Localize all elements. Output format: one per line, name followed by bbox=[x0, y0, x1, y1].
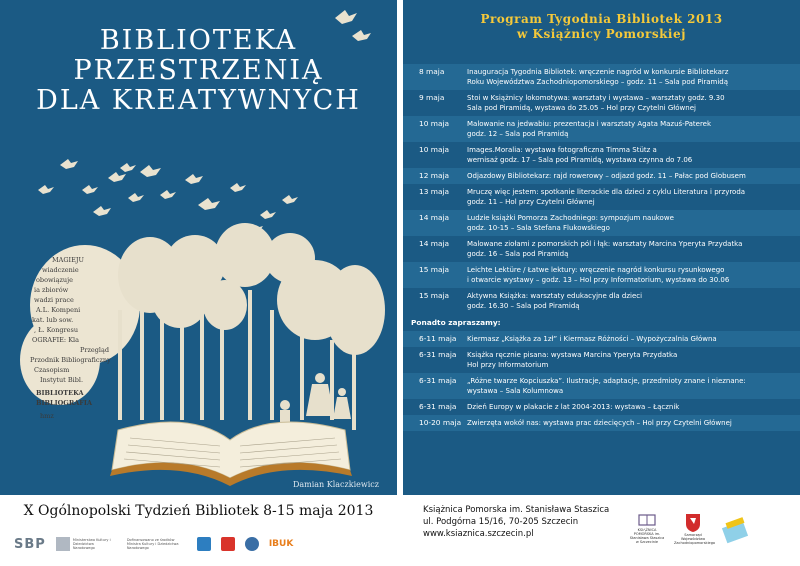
event-date: 12 maja bbox=[419, 171, 450, 180]
ministry-logo-text: Ministerstwo Kultury i Dziedzictwa Narodowego bbox=[72, 538, 111, 550]
event-description-line: Malowane ziołami z pomorskich pól i łąk: warsztaty Marcina Yperyta Przydatka bbox=[467, 240, 743, 248]
bird-icon bbox=[82, 185, 98, 194]
event-description-line: wystawa – Sala Kolumnowa bbox=[467, 387, 564, 395]
poster-title-line: PRZESTRZENIĄ bbox=[73, 55, 324, 86]
event-description-line: godz. 11 – Hol przy Czytelni Głównej bbox=[467, 198, 595, 206]
book-text-line: kat. lub sow. bbox=[32, 316, 74, 324]
event-row bbox=[403, 331, 800, 347]
event-row bbox=[403, 236, 800, 262]
event-date: 6-31 maja bbox=[419, 376, 457, 385]
event-date: 9 maja bbox=[419, 93, 445, 102]
event-row bbox=[403, 288, 800, 314]
event-description-line: Aktywna Książka: warsztaty edukacyjne dla dzieci bbox=[467, 292, 643, 300]
event-row bbox=[403, 347, 800, 373]
event-description-line: Dzień Europy w plakacie z lat 2004-2013: wystawa – Łącznik bbox=[467, 403, 680, 411]
program-title-line-2: w Książnicy Pomorskiej bbox=[517, 27, 686, 41]
event-description bbox=[467, 334, 794, 344]
event-description-line: Książka ręcznie pisana: wystawa Marcina Yperyta Przydatka bbox=[467, 351, 678, 359]
book-text-line: hmz bbox=[40, 412, 54, 420]
event-description bbox=[467, 350, 794, 370]
event-date: 15 maja bbox=[419, 265, 450, 274]
event-description bbox=[467, 67, 794, 87]
poster-title bbox=[0, 26, 397, 116]
bird-icon bbox=[120, 163, 136, 172]
event-description bbox=[467, 376, 794, 396]
book-stack-logo-icon bbox=[720, 514, 750, 544]
event-description-line: Odjazdowy Bibliotekarz: rajd rowerowy – odjazd godz. 11 – Pałac pod Globusem bbox=[467, 172, 746, 180]
event-date: 10 maja bbox=[419, 145, 450, 154]
event-date: 13 maja bbox=[419, 187, 450, 196]
event-row bbox=[403, 210, 800, 236]
bajka-logo-icon bbox=[197, 537, 211, 551]
event-date: 15 maja bbox=[419, 291, 450, 300]
event-description-line: Malowanie na jedwabiu: prezentacja i warsztaty Agata Mazuś-Paterek bbox=[467, 120, 712, 128]
bird-icon bbox=[108, 172, 126, 182]
event-description bbox=[467, 265, 794, 285]
event-date: 8 maja bbox=[419, 67, 445, 76]
website-link[interactable]: www.ksiaznica.szczecin.pl bbox=[423, 529, 534, 539]
sbp-logo: SBP bbox=[14, 536, 46, 552]
event-date: 6-11 maja bbox=[419, 334, 457, 343]
bird-icon bbox=[198, 198, 220, 210]
edition-title: X Ogólnopolski Tydzień Bibliotek 8-15 maja 2013 bbox=[23, 503, 374, 519]
poster-left-footer bbox=[0, 495, 397, 566]
event-row bbox=[403, 142, 800, 168]
illustration-credit: Damian Klaczkiewicz bbox=[292, 480, 379, 489]
book-text-line: wadzi prace bbox=[34, 296, 74, 304]
figures-group bbox=[280, 373, 351, 424]
book-text-line: Instytut Bibl. bbox=[40, 376, 84, 384]
event-row bbox=[403, 399, 800, 415]
event-date: 6-31 maja bbox=[419, 350, 457, 359]
also-heading: Ponadto zapraszamy: bbox=[411, 318, 501, 327]
nasza-ksiegarnia-logo-icon bbox=[245, 537, 259, 551]
funding-note-text: Dofinansowano ze środków Ministra Kultury i Dziedzictwa Narodowego bbox=[126, 538, 179, 550]
address-line-1: Książnica Pomorska im. Stanisława Staszica bbox=[423, 505, 610, 515]
event-row bbox=[403, 184, 800, 210]
event-row bbox=[403, 168, 800, 184]
event-row bbox=[403, 415, 800, 431]
book-text-line: Przodnik Bibliograficzny bbox=[30, 356, 111, 364]
poster-title-line: DLA KREATYWNYCH bbox=[36, 85, 361, 116]
program-panel bbox=[403, 0, 800, 495]
book-text-line: Czasopism bbox=[34, 366, 70, 374]
event-description-line: i otwarcie wystawy – godz. 13 – Hol przy Informatorium, wystawa do 30.06 bbox=[467, 276, 730, 284]
event-row bbox=[403, 64, 800, 90]
bird-icon bbox=[38, 185, 54, 194]
funding-note bbox=[127, 538, 187, 550]
griffin-crest-icon bbox=[684, 512, 702, 532]
samorzad-logo bbox=[674, 512, 716, 545]
library-address bbox=[423, 504, 609, 540]
address-line-2: ul. Podgórna 15/16, 70-205 Szczecin bbox=[423, 517, 579, 527]
event-description-line: Inauguracja Tygodnia Bibliotek: wręczenie nagród w konkursie Bibliotekarz bbox=[467, 68, 729, 76]
event-description-line: Roku Województwa Zachodniopomorskiego – godz. 11 – Sala pod Piramidą bbox=[467, 78, 728, 86]
program-footer bbox=[403, 495, 800, 566]
event-description-line: Leichte Lektüre / Łatwe lektury: wręczenie nagród konkursu rysunkowego bbox=[467, 266, 725, 274]
event-date: 10 maja bbox=[419, 119, 450, 128]
ksiaznica-emblem-icon bbox=[637, 513, 657, 527]
book-text-line: wiadczenie bbox=[42, 266, 79, 274]
poster-title-line: BIBLIOTEKA bbox=[99, 25, 298, 56]
kresek-logo-icon bbox=[221, 537, 235, 551]
bird-icon bbox=[335, 10, 357, 24]
poster-left-panel bbox=[0, 0, 397, 495]
samorzad-logo-text: Samorząd Województwa Zachodniopomorskiego bbox=[674, 533, 716, 545]
event-row bbox=[403, 116, 800, 142]
event-description bbox=[467, 239, 794, 259]
event-description-line: Images.Moralia: wystawa fotograficzna Timma Stütz a bbox=[467, 146, 657, 154]
event-description bbox=[467, 291, 794, 311]
ksiaznica-logo-text: KSIĄŻNICA POMORSKA im. Stanisława Staszica w Szczecinie bbox=[629, 528, 665, 544]
bird-icon bbox=[282, 195, 298, 204]
event-description-line: godz. 10-15 – Sala Stefana Flukowskiego bbox=[467, 224, 610, 232]
ksiaznica-logo bbox=[628, 513, 666, 544]
bird-icon bbox=[185, 174, 203, 184]
ibuk-logo: IBUK bbox=[268, 539, 294, 549]
event-description-line: wernisaż godz. 17 – Sala pod Piramidą, wystawa czynna do 7.06 bbox=[467, 156, 693, 164]
event-description-line: Ludzie książki Pomorza Zachodniego: sympozjum naukowe bbox=[467, 214, 674, 222]
partner-logos bbox=[14, 531, 384, 557]
bird-icon bbox=[160, 190, 176, 199]
book-text-line: obowiązuje bbox=[36, 276, 73, 284]
event-description-line: Hol przy Informatorium bbox=[467, 361, 549, 369]
event-date: 6-31 maja bbox=[419, 402, 457, 411]
events-list bbox=[403, 64, 800, 431]
event-description-line: godz. 16.30 – Sala pod Piramidą bbox=[467, 302, 580, 310]
ministry-logo bbox=[56, 537, 117, 551]
book-text-line: ia zbiorów bbox=[34, 286, 69, 294]
event-description-line: Stoi w Książnicy lokomotywa: warsztaty i wystawa – warsztaty godz. 9.30 bbox=[467, 94, 725, 102]
event-description-line: „Różne twarze Kopciuszka”. Ilustracje, adaptacje, przedmioty znane i nieznane: bbox=[467, 377, 746, 385]
event-description-line: Zwierzęta wokół nas: wystawa prac dziecięcych – Hol przy Czytelni Głównej bbox=[467, 419, 732, 427]
organizer-logos bbox=[628, 501, 793, 556]
event-description bbox=[467, 418, 794, 428]
book-text-line: MAGIEJU bbox=[52, 256, 84, 264]
event-description bbox=[467, 119, 794, 139]
book-text-line: , Ł. Kongresu bbox=[34, 326, 79, 334]
event-date: 14 maja bbox=[419, 239, 450, 248]
ministry-emblem-icon bbox=[56, 537, 70, 551]
bird-icon bbox=[128, 193, 144, 202]
open-book-icon bbox=[110, 422, 352, 486]
bird-icon bbox=[230, 183, 246, 192]
book-text-line: A.L. Kompeni bbox=[36, 306, 81, 314]
event-description bbox=[467, 187, 794, 207]
book-text-line: BIBLIOTEKA bbox=[36, 389, 84, 397]
event-date: 10-20 maja bbox=[419, 418, 462, 427]
event-row bbox=[403, 90, 800, 116]
event-description bbox=[467, 145, 794, 165]
event-description-line: Sala pod Piramidą, wystawa do 25.05 – Hol przy Czytelni Głównej bbox=[467, 104, 696, 112]
event-description bbox=[467, 171, 794, 181]
program-title bbox=[403, 12, 800, 42]
event-row bbox=[403, 262, 800, 288]
event-description-line: godz. 12 – Sala pod Piramidą bbox=[467, 130, 569, 138]
book-text-line: Przegląd bbox=[80, 346, 110, 354]
bird-icon bbox=[140, 165, 161, 177]
event-description bbox=[467, 402, 794, 412]
bird-icon bbox=[93, 206, 111, 216]
bird-icon bbox=[260, 210, 276, 219]
event-description bbox=[467, 213, 794, 233]
event-description bbox=[467, 93, 794, 113]
event-date: 14 maja bbox=[419, 213, 450, 222]
event-description-line: Kiermasz „Książka za 1zł” i Kiermasz Różności – Wypożyczalnia Główna bbox=[467, 335, 717, 343]
book-text-line: BIBLIOGRAFIA bbox=[36, 399, 92, 407]
program-title-line-1: Program Tygodnia Bibliotek 2013 bbox=[480, 12, 723, 26]
event-row bbox=[403, 373, 800, 399]
event-description-line: godz. 16 – Sala pod Piramidą bbox=[467, 250, 569, 258]
event-description-line: Mruczę więc jestem: spotkanie literackie dla dzieci z cyklu Literatura i przyroda bbox=[467, 188, 746, 196]
book-text-line: OGRAFIE: Kla bbox=[32, 336, 79, 344]
bird-icon bbox=[60, 159, 78, 169]
